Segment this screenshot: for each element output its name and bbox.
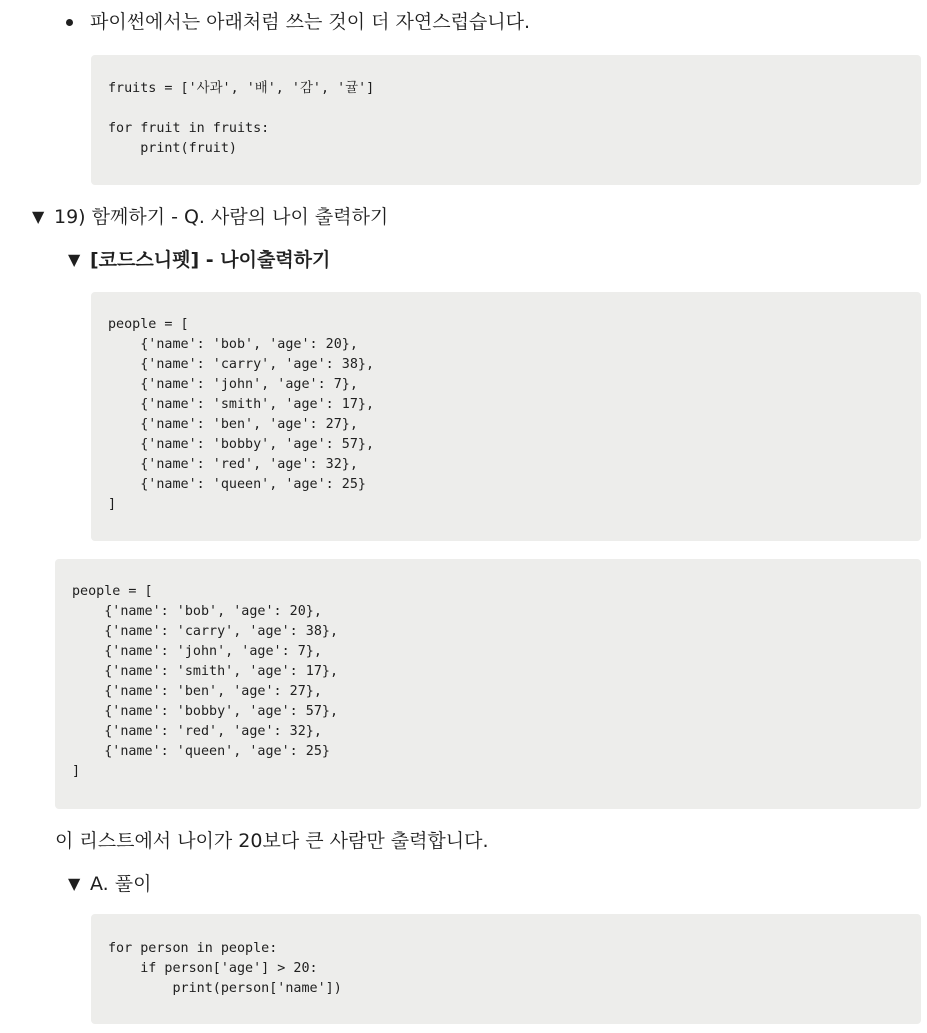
code-line: {'name': 'smith', 'age': 17},	[72, 664, 339, 679]
toggle-19-label: 19) 함께하기 - Q. 사람의 나이 출력하기	[54, 206, 389, 228]
bullet-dot	[66, 19, 73, 26]
code-line: {'name': 'bobby', 'age': 57},	[72, 704, 339, 719]
code-line: {'name': 'red', 'age': 32},	[72, 724, 322, 739]
triangle-down-icon[interactable]: ▼	[68, 874, 81, 893]
code-line: {'name': 'ben', 'age': 27},	[72, 684, 322, 699]
triangle-down-icon[interactable]: ▼	[68, 250, 81, 269]
triangle-down-icon[interactable]: ▼	[32, 207, 45, 226]
code-line: {'name': 'ben', 'age': 27},	[108, 417, 358, 432]
code-line: print(fruit)	[108, 141, 237, 156]
code-line: print(person['name'])	[108, 981, 342, 996]
code-line: {'name': 'carry', 'age': 38},	[108, 357, 375, 372]
code-block-answer[interactable]	[91, 914, 921, 1024]
code-line: {'name': 'bob', 'age': 20},	[108, 337, 358, 352]
code-block-people[interactable]	[55, 559, 921, 809]
code-line: {'name': 'john', 'age': 7},	[108, 377, 358, 392]
code-line: ]	[108, 497, 117, 512]
toggle-answer-label: A. 풀이	[90, 873, 152, 895]
bullet-text: 파이썬에서는 아래처럼 쓰는 것이 더 자연스럽습니다.	[90, 11, 531, 33]
code-line: {'name': 'red', 'age': 32},	[108, 457, 358, 472]
code-line: if person['age'] > 20:	[108, 961, 318, 976]
code-line: {'name': 'queen', 'age': 25}	[72, 744, 330, 759]
code-line: {'name': 'john', 'age': 7},	[72, 644, 322, 659]
code-line: ]	[72, 764, 81, 779]
toggle-code-snippet-label: [코드스니펫] - 나이출력하기	[90, 249, 331, 271]
code-line: for person in people:	[108, 941, 278, 956]
code-line: {'name': 'bob', 'age': 20},	[72, 604, 322, 619]
code-line: {'name': 'smith', 'age': 17},	[108, 397, 375, 412]
code-line: fruits = ['사과', '배', '감', '귤']	[108, 81, 375, 96]
code-block-people-snippet[interactable]	[91, 292, 921, 541]
code-line: {'name': 'queen', 'age': 25}	[108, 477, 366, 492]
code-line: {'name': 'bobby', 'age': 57},	[108, 437, 375, 452]
code-line: people = [	[108, 317, 189, 332]
paragraph-text: 이 리스트에서 나이가 20보다 큰 사람만 출력합니다.	[55, 830, 489, 852]
code-line: for fruit in fruits:	[108, 121, 270, 136]
code-line	[108, 99, 374, 119]
code-block-fruits[interactable]	[91, 55, 921, 185]
code-line: people = [	[72, 584, 153, 599]
code-line: {'name': 'carry', 'age': 38},	[72, 624, 339, 639]
